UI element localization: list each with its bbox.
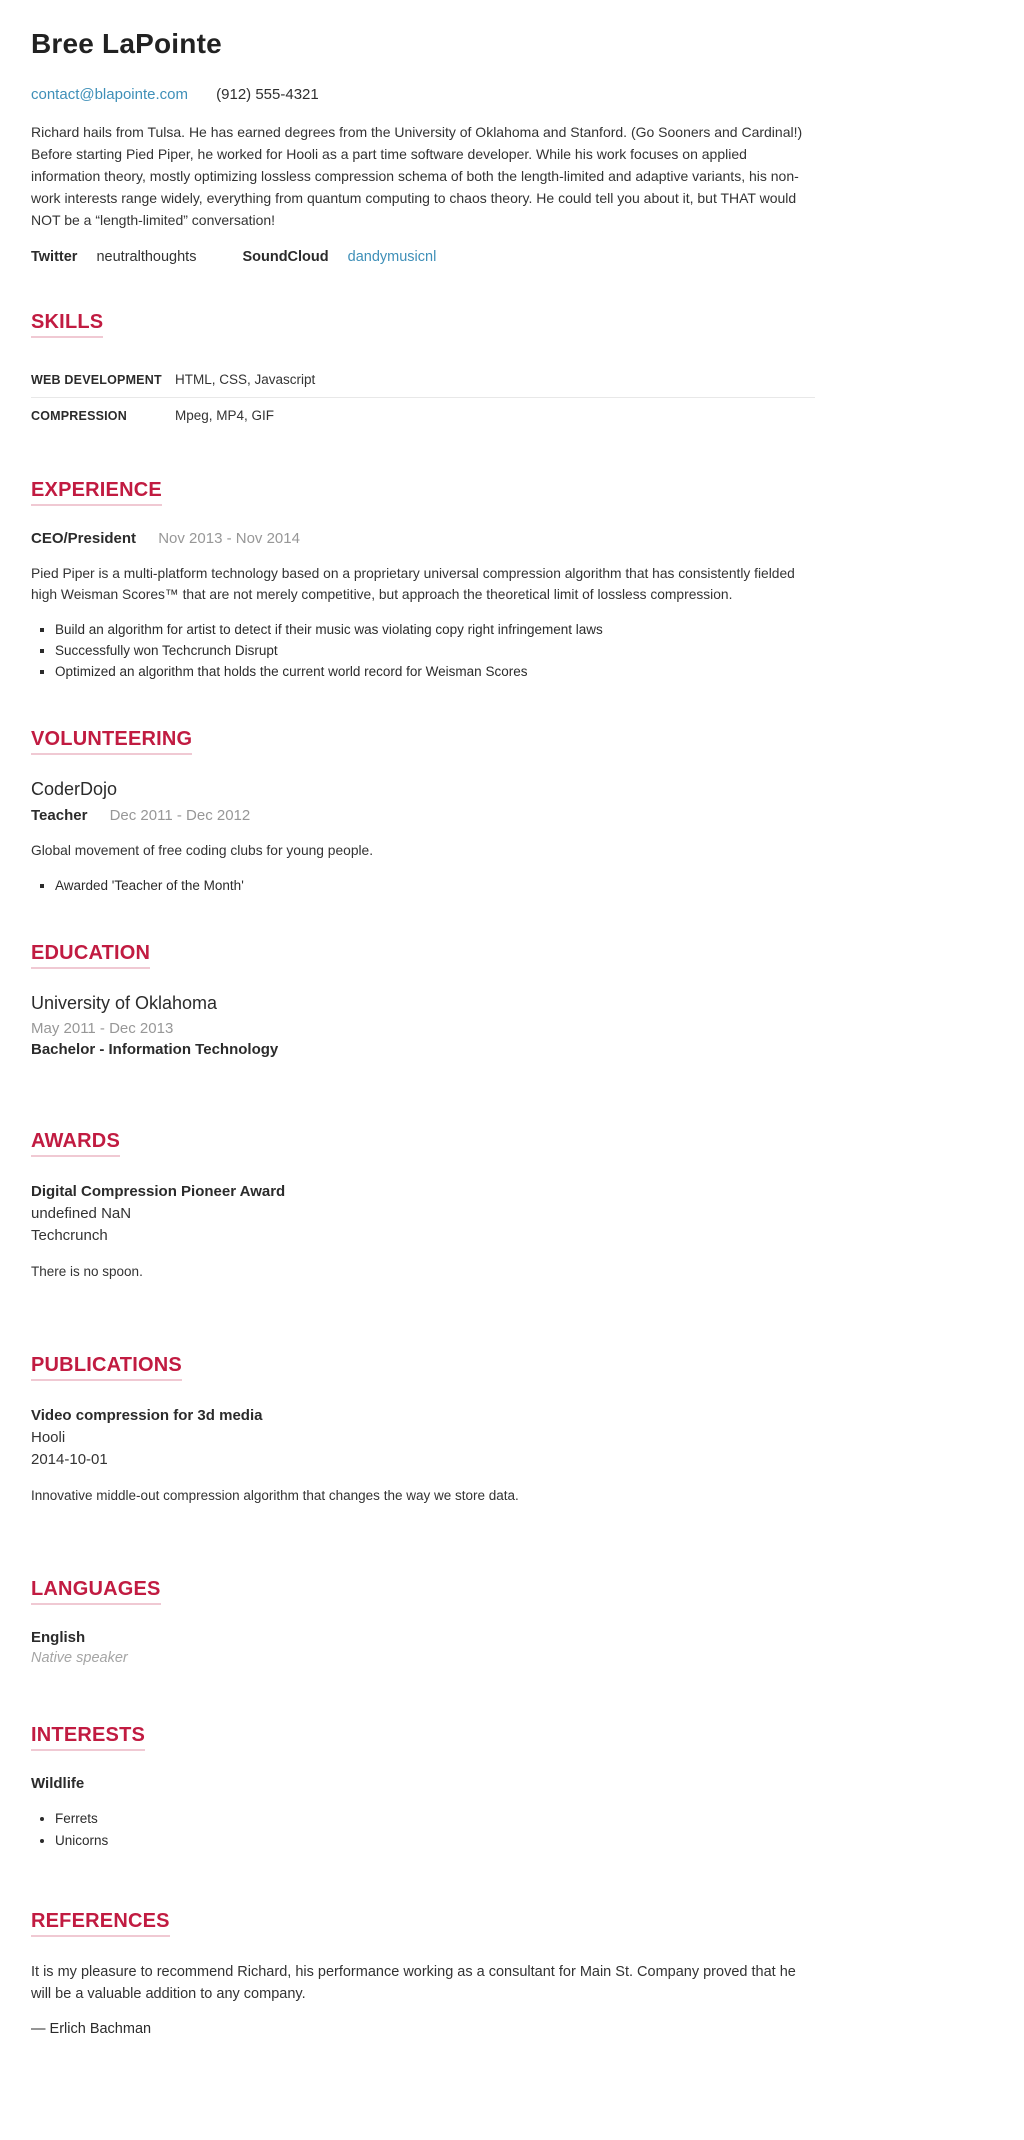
section-interests — [31, 1724, 815, 1852]
list-item: ▪ Successfully won Techcrunch Disrupt — [55, 640, 815, 661]
institution-name: University of Oklahoma — [31, 993, 218, 1013]
job-dates: Nov 2013 - Nov 2014 — [158, 530, 300, 547]
job-highlights-list — [31, 619, 815, 682]
twitter-username: neutralthoughts — [96, 249, 197, 265]
profile-soundcloud — [242, 249, 436, 265]
publications-heading: PUBLICATIONS — [31, 1354, 182, 1381]
section-publications — [31, 1354, 815, 1506]
award-summary: There is no spoon. — [31, 1264, 143, 1279]
resume-header — [31, 28, 815, 265]
volunteering-heading: VOLUNTEERING — [31, 728, 192, 755]
volunteer-summary: Global movement of free coding clubs for young people. — [31, 843, 374, 858]
soundcloud-network-label: SoundCloud — [242, 249, 329, 265]
list-item: • Ferrets — [55, 1808, 815, 1830]
skills-heading: SKILLS — [31, 311, 103, 338]
publication-summary: Innovative middle-out compression algorithm that changes the way we store data. — [31, 1488, 519, 1503]
volunteer-dates: Dec 2011 - Dec 2012 — [109, 807, 251, 824]
publication-title: Video compression for 3d media — [31, 1407, 263, 1424]
skill-row — [31, 362, 815, 397]
skill-name: COMPRESSION — [31, 409, 127, 423]
summary-text: Richard hails from Tulsa. He has earned degrees from the University of Oklahoma and Stanford. (Go Sooners and Cardinal!) Before starting Pied Piper, he worked for Hooli as a part time software developer. While his work focuses on applied information theory, mostly optimizing lossless compression schema of both the length-limited and adaptive variants, his non-work interests range widely, everything from quantum computing to chaos theory. He could tell you about it, but THAT would NOT be a “length-limited” conversation! — [31, 124, 803, 228]
position-row — [31, 807, 815, 824]
profile-twitter — [31, 249, 196, 265]
phone-number: (912) 555-4321 — [216, 86, 319, 103]
interest-name: Wildlife — [31, 1775, 85, 1792]
publication-publisher: Hooli — [31, 1429, 66, 1446]
section-awards — [31, 1130, 815, 1282]
page-title: Bree LaPointe — [31, 28, 222, 59]
skill-row — [31, 397, 815, 433]
contact-row — [31, 86, 815, 103]
skill-name: WEB DEVELOPMENT — [31, 373, 162, 387]
section-languages — [31, 1578, 815, 1666]
list-item: • Unicorns — [55, 1830, 815, 1852]
resume-content — [31, 28, 815, 2037]
reference-name: — Erlich Bachman — [31, 2021, 152, 2037]
language-name: English — [31, 1629, 86, 1646]
section-experience — [31, 479, 815, 682]
interest-keywords-list — [31, 1808, 815, 1852]
job-summary: Pied Piper is a multi-platform technology based on a proprietary universal compression algorithm that has consistently fielded high Weisman Scores™ that are not merely competitive, but approach the theoretical limit of lossless compression. — [31, 566, 795, 602]
list-item: ▪ Optimized an algorithm that holds the current world record for Weisman Scores — [55, 661, 815, 682]
position-row — [31, 530, 815, 547]
awards-heading: AWARDS — [31, 1130, 120, 1157]
list-item: ▪ Awarded 'Teacher of the Month' — [55, 875, 815, 896]
interests-heading: INTERESTS — [31, 1724, 145, 1751]
organization-name: CoderDojo — [31, 779, 118, 799]
award-title: Digital Compression Pioneer Award — [31, 1183, 286, 1200]
list-item: ▪ Build an algorithm for artist to detect if their music was violating copy right infringement laws — [55, 619, 815, 640]
volunteer-title: Teacher — [31, 807, 88, 824]
soundcloud-username-link[interactable]: dandymusicnl — [347, 249, 437, 265]
education-dates: May 2011 - Dec 2013 — [31, 1020, 174, 1037]
reference-text: It is my pleasure to recommend Richard, his performance working as a consultant for Main St. Company proved that he will be a valuable addition to any company. — [31, 1964, 796, 2002]
language-fluency: Native speaker — [31, 1650, 128, 1666]
volunteer-highlights-list — [31, 875, 815, 896]
education-heading: EDUCATION — [31, 942, 150, 969]
twitter-network-label: Twitter — [31, 249, 78, 265]
experience-heading: EXPERIENCE — [31, 479, 162, 506]
award-awarder: Techcrunch — [31, 1227, 108, 1244]
skill-keywords: Mpeg, MP4, GIF — [175, 408, 275, 423]
degree: Bachelor - Information Technology — [31, 1041, 279, 1058]
skill-keywords: HTML, CSS, Javascript — [175, 372, 316, 387]
section-volunteering — [31, 728, 815, 896]
email-link[interactable]: contact@blapointe.com — [31, 86, 188, 103]
section-references — [31, 1910, 815, 2037]
award-date: undefined NaN — [31, 1205, 132, 1222]
job-title: CEO/President — [31, 530, 137, 547]
profiles-row — [31, 249, 815, 265]
references-heading: REFERENCES — [31, 1910, 170, 1937]
publication-date: 2014-10-01 — [31, 1451, 108, 1468]
languages-heading: LANGUAGES — [31, 1578, 161, 1605]
section-education — [31, 942, 815, 1058]
section-skills — [31, 311, 815, 433]
